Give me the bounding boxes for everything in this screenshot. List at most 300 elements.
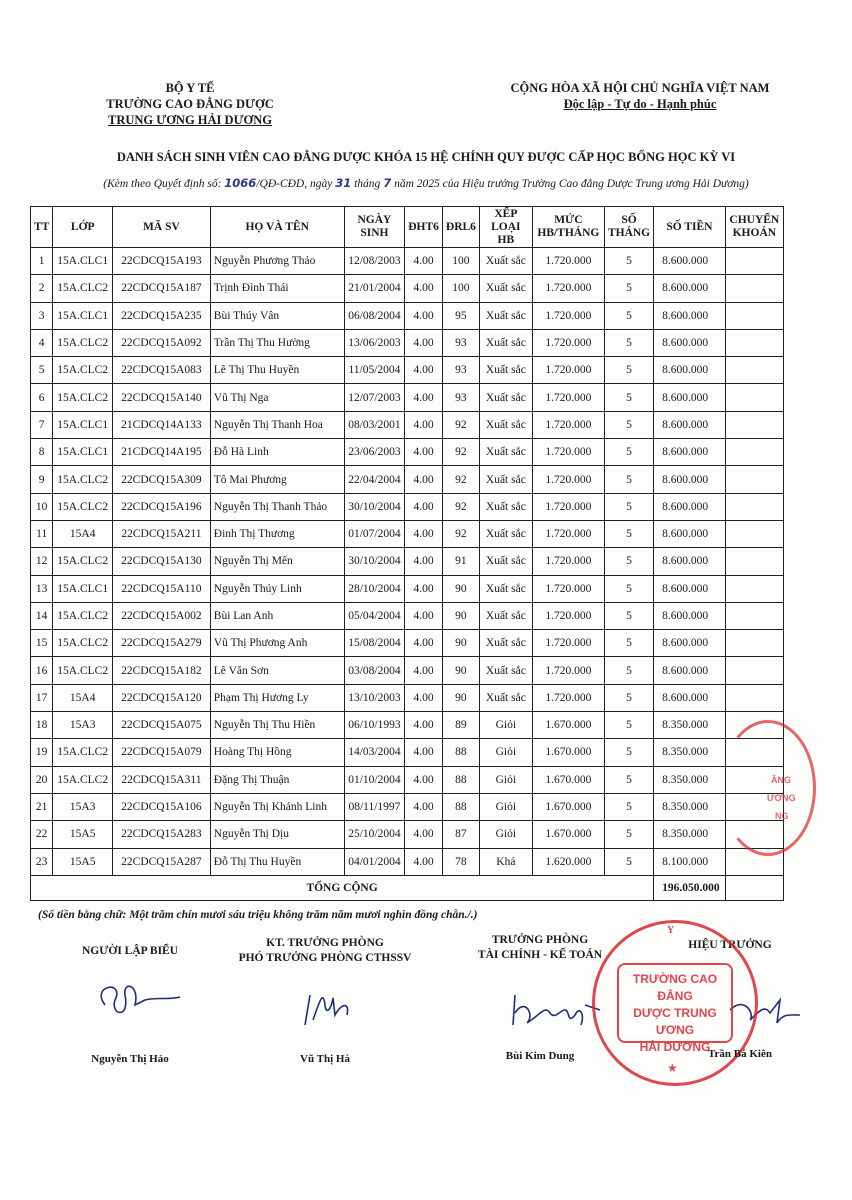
- table-cell: 01/07/2004: [344, 520, 405, 547]
- table-cell: 8.600.000: [654, 439, 726, 466]
- table-cell: Đặng Thị Thuận: [210, 766, 344, 793]
- table-cell: 5: [604, 684, 653, 711]
- table-cell: 30/10/2004: [344, 493, 405, 520]
- table-cell: 4.00: [405, 602, 443, 629]
- table-cell: 19: [31, 739, 53, 766]
- table-header-row: [31, 207, 784, 248]
- table-cell: 28/10/2004: [344, 575, 405, 602]
- table-cell: 1.720.000: [532, 493, 604, 520]
- national-motto: Độc lập - Tự do - Hạnh phúc: [563, 97, 717, 111]
- table-cell: 1.720.000: [532, 520, 604, 547]
- table-cell: 8.600.000: [654, 520, 726, 547]
- table-cell: 8.600.000: [654, 575, 726, 602]
- table-cell: [725, 411, 783, 438]
- table-cell: 4.00: [405, 466, 443, 493]
- table-cell: 90: [442, 657, 479, 684]
- table-cell: 5: [604, 712, 653, 739]
- table-cell: 4: [31, 329, 53, 356]
- table-cell: 14: [31, 602, 53, 629]
- table-row: [31, 821, 784, 848]
- column-header: SỐ THÁNG: [604, 207, 653, 248]
- table-cell: 14/03/2004: [344, 739, 405, 766]
- table-cell: 5: [604, 520, 653, 547]
- table-cell: 90: [442, 684, 479, 711]
- table-row: [31, 630, 784, 657]
- table-cell: 8.600.000: [654, 248, 726, 275]
- signer-name-deputy: Vũ Thị Hà: [300, 1053, 350, 1065]
- table-cell: [725, 493, 783, 520]
- table-cell: 15A.CLC1: [53, 411, 113, 438]
- table-cell: 90: [442, 630, 479, 657]
- table-row: [31, 657, 784, 684]
- table-row: [31, 411, 784, 438]
- decision-number: 1066: [224, 176, 257, 190]
- table-cell: 15A.CLC2: [53, 548, 113, 575]
- table-cell: 8.600.000: [654, 657, 726, 684]
- table-cell: Giỏi: [479, 766, 532, 793]
- table-cell: 93: [442, 357, 479, 384]
- table-cell: Xuất sắc: [479, 657, 532, 684]
- signature-preparer: [85, 975, 185, 1035]
- signer-title-deputy: KT. TRƯỞNG PHÒNG PHÓ TRƯỞNG PHÒNG CTHSSV: [238, 937, 412, 964]
- table-cell: Vũ Thị Nga: [210, 384, 344, 411]
- table-cell: 1.720.000: [532, 630, 604, 657]
- table-cell: 15A.CLC2: [53, 466, 113, 493]
- table-cell: 15A.CLC2: [53, 739, 113, 766]
- table-cell: 5: [604, 439, 653, 466]
- table-cell: 22CDCQ15A092: [113, 329, 211, 356]
- signer-title-finance: TRƯỞNG PHÒNG TÀI CHÍNH - KẾ TOÁN: [477, 934, 603, 961]
- table-cell: 1.720.000: [532, 548, 604, 575]
- column-header: MÃ SV: [113, 207, 211, 248]
- table-row: [31, 684, 784, 711]
- table-cell: 15A4: [53, 520, 113, 547]
- table-row: [31, 248, 784, 275]
- table-cell: 4.00: [405, 411, 443, 438]
- table-cell: 05/04/2004: [344, 602, 405, 629]
- table-cell: 22CDCQ15A002: [113, 602, 211, 629]
- table-cell: 15A.CLC2: [53, 493, 113, 520]
- table-cell: 22CDCQ15A106: [113, 793, 211, 820]
- table-cell: 17: [31, 684, 53, 711]
- table-cell: 5: [604, 384, 653, 411]
- table-cell: 22CDCQ15A182: [113, 657, 211, 684]
- table-cell: 13/10/2003: [344, 684, 405, 711]
- table-row: [31, 793, 784, 820]
- table-cell: 22CDCQ15A120: [113, 684, 211, 711]
- table-cell: 8.600.000: [654, 275, 726, 302]
- table-cell: 15A.CLC2: [53, 657, 113, 684]
- table-cell: Xuất sắc: [479, 602, 532, 629]
- table-cell: Trịnh Đình Thái: [210, 275, 344, 302]
- table-cell: 21/01/2004: [344, 275, 405, 302]
- table-cell: 93: [442, 384, 479, 411]
- signer-title-preparer: NGƯỜI LẬP BIỂU: [81, 945, 179, 957]
- table-cell: Xuất sắc: [479, 630, 532, 657]
- table-cell: 5: [604, 630, 653, 657]
- table-cell: 4.00: [405, 548, 443, 575]
- national-header: [490, 80, 790, 112]
- table-cell: 15A.CLC1: [53, 439, 113, 466]
- table-row: [31, 602, 784, 629]
- table-row: [31, 302, 784, 329]
- table-cell: Đỗ Hà Linh: [210, 439, 344, 466]
- total-transfer-cell: [725, 875, 783, 900]
- table-cell: 1.720.000: [532, 411, 604, 438]
- table-cell: 22CDCQ15A187: [113, 275, 211, 302]
- table-cell: 4.00: [405, 575, 443, 602]
- table-cell: 1.670.000: [532, 793, 604, 820]
- table-cell: 15A.CLC2: [53, 357, 113, 384]
- table-cell: 1.720.000: [532, 248, 604, 275]
- table-cell: 3: [31, 302, 53, 329]
- table-cell: 4.00: [405, 766, 443, 793]
- table-cell: 88: [442, 793, 479, 820]
- school-name-line1: TRƯỜNG CAO ĐẲNG DƯỢC: [106, 97, 274, 111]
- table-cell: 10: [31, 493, 53, 520]
- table-cell: 11: [31, 520, 53, 547]
- table-cell: Giỏi: [479, 739, 532, 766]
- table-cell: 06/08/2004: [344, 302, 405, 329]
- table-cell: [725, 384, 783, 411]
- table-cell: 11/05/2004: [344, 357, 405, 384]
- table-cell: 8.600.000: [654, 684, 726, 711]
- table-cell: Xuất sắc: [479, 329, 532, 356]
- agency-header: [90, 80, 290, 128]
- table-cell: 8.350.000: [654, 821, 726, 848]
- table-cell: 8.600.000: [654, 302, 726, 329]
- table-cell: 22CDCQ15A287: [113, 848, 211, 875]
- table-cell: 4.00: [405, 848, 443, 875]
- table-cell: Hoàng Thị Hồng: [210, 739, 344, 766]
- table-cell: Xuất sắc: [479, 357, 532, 384]
- table-cell: [725, 357, 783, 384]
- table-cell: 1.620.000: [532, 848, 604, 875]
- table-cell: 4.00: [405, 520, 443, 547]
- table-row: [31, 439, 784, 466]
- table-row: [31, 493, 784, 520]
- table-cell: Xuất sắc: [479, 302, 532, 329]
- table-cell: Xuất sắc: [479, 384, 532, 411]
- table-cell: 12: [31, 548, 53, 575]
- table-cell: [725, 684, 783, 711]
- table-row: [31, 357, 784, 384]
- table-cell: 22CDCQ15A130: [113, 548, 211, 575]
- table-cell: 15A.CLC2: [53, 602, 113, 629]
- table-cell: 22CDCQ15A075: [113, 712, 211, 739]
- table-cell: 1.720.000: [532, 602, 604, 629]
- table-cell: 15A.CLC2: [53, 766, 113, 793]
- table-row: [31, 575, 784, 602]
- table-cell: 13/06/2003: [344, 329, 405, 356]
- table-cell: 4.00: [405, 657, 443, 684]
- table-cell: 8.100.000: [654, 848, 726, 875]
- decision-day: 31: [335, 176, 352, 190]
- table-cell: 15: [31, 630, 53, 657]
- table-cell: 5: [604, 739, 653, 766]
- table-cell: 87: [442, 821, 479, 848]
- table-cell: 15A3: [53, 712, 113, 739]
- table-cell: 4.00: [405, 302, 443, 329]
- table-cell: 100: [442, 275, 479, 302]
- signer-title-rector: HIỆU TRƯỞNG: [688, 939, 772, 951]
- table-cell: 92: [442, 466, 479, 493]
- table-cell: 1.720.000: [532, 357, 604, 384]
- table-cell: [725, 248, 783, 275]
- table-cell: 92: [442, 493, 479, 520]
- table-cell: 88: [442, 739, 479, 766]
- table-cell: [725, 302, 783, 329]
- table-cell: 8.600.000: [654, 493, 726, 520]
- table-cell: 5: [604, 493, 653, 520]
- table-cell: 5: [604, 657, 653, 684]
- table-cell: 8.600.000: [654, 357, 726, 384]
- table-cell: Xuất sắc: [479, 548, 532, 575]
- table-cell: 15A4: [53, 684, 113, 711]
- table-cell: 89: [442, 712, 479, 739]
- table-cell: [725, 548, 783, 575]
- table-cell: 5: [604, 766, 653, 793]
- table-cell: 22CDCQ15A211: [113, 520, 211, 547]
- table-cell: 4.00: [405, 493, 443, 520]
- table-cell: [725, 657, 783, 684]
- table-cell: Lê Văn Sơn: [210, 657, 344, 684]
- column-header: MỨC HB/THÁNG: [532, 207, 604, 248]
- table-cell: 21CDCQ14A133: [113, 411, 211, 438]
- table-cell: Giỏi: [479, 793, 532, 820]
- table-cell: 15A.CLC2: [53, 329, 113, 356]
- table-cell: 5: [604, 848, 653, 875]
- table-cell: 100: [442, 248, 479, 275]
- table-cell: Nguyễn Thúy Linh: [210, 575, 344, 602]
- table-cell: 1.670.000: [532, 766, 604, 793]
- table-cell: 5: [604, 329, 653, 356]
- table-cell: 04/01/2004: [344, 848, 405, 875]
- table-cell: 22CDCQ15A079: [113, 739, 211, 766]
- table-cell: 8.350.000: [654, 739, 726, 766]
- table-cell: 1.720.000: [532, 657, 604, 684]
- table-row: [31, 766, 784, 793]
- table-cell: Nguyễn Thị Thanh Hoa: [210, 411, 344, 438]
- column-header: HỌ VÀ TÊN: [210, 207, 344, 248]
- table-cell: 8.600.000: [654, 411, 726, 438]
- table-cell: 90: [442, 602, 479, 629]
- document-subtitle: (Kèm theo Quyết định số: 1066/QĐ-CĐD, ngày 31 tháng 7 năm 2025 của Hiệu trưởng Trường Cao đẳng Dược Trung ương Hải Dương): [103, 176, 749, 190]
- signer-name-finance: Bùi Kim Dung: [505, 1050, 575, 1062]
- table-cell: 4.00: [405, 739, 443, 766]
- table-cell: Giỏi: [479, 821, 532, 848]
- table-cell: 9: [31, 466, 53, 493]
- table-row: [31, 548, 784, 575]
- table-cell: 22: [31, 821, 53, 848]
- table-cell: 20: [31, 766, 53, 793]
- table-cell: 4.00: [405, 821, 443, 848]
- table-cell: 88: [442, 766, 479, 793]
- table-cell: Xuất sắc: [479, 275, 532, 302]
- table-cell: Vũ Thị Phương Anh: [210, 630, 344, 657]
- table-cell: Xuất sắc: [479, 248, 532, 275]
- table-cell: 5: [604, 357, 653, 384]
- table-cell: 8: [31, 439, 53, 466]
- table-cell: 22CDCQ15A235: [113, 302, 211, 329]
- table-cell: Nguyễn Phương Thảo: [210, 248, 344, 275]
- table-cell: [725, 466, 783, 493]
- table-cell: 15A.CLC1: [53, 248, 113, 275]
- table-cell: 1.720.000: [532, 329, 604, 356]
- table-cell: Xuất sắc: [479, 575, 532, 602]
- table-cell: 8.600.000: [654, 630, 726, 657]
- scholarship-table: [30, 206, 784, 901]
- signature-finance: [505, 985, 605, 1040]
- table-cell: Tô Mai Phương: [210, 466, 344, 493]
- table-cell: [725, 630, 783, 657]
- table-cell: 12/07/2003: [344, 384, 405, 411]
- table-cell: 5: [604, 248, 653, 275]
- table-cell: 5: [604, 275, 653, 302]
- table-cell: Nguyễn Thị Thanh Thảo: [210, 493, 344, 520]
- table-cell: 4.00: [405, 248, 443, 275]
- table-cell: 12/08/2003: [344, 248, 405, 275]
- table-cell: 1.720.000: [532, 684, 604, 711]
- table-cell: 92: [442, 439, 479, 466]
- table-cell: 4.00: [405, 357, 443, 384]
- table-cell: 5: [604, 302, 653, 329]
- table-cell: 15A.CLC1: [53, 302, 113, 329]
- table-cell: 15A.CLC2: [53, 275, 113, 302]
- table-cell: 5: [604, 793, 653, 820]
- total-value: 196.050.000: [654, 875, 726, 900]
- column-header: LỚP: [53, 207, 113, 248]
- table-cell: Xuất sắc: [479, 493, 532, 520]
- table-cell: 7: [31, 411, 53, 438]
- table-cell: Nguyễn Thị Dịu: [210, 821, 344, 848]
- document-title: DANH SÁCH SINH VIÊN CAO ĐẲNG DƯỢC KHÓA 15 HỆ CHÍNH QUY ĐƯỢC CẤP HỌC BỔNG HỌC KỲ VI: [116, 150, 736, 164]
- table-cell: 4.00: [405, 439, 443, 466]
- table-cell: 4.00: [405, 793, 443, 820]
- table-cell: 4.00: [405, 630, 443, 657]
- table-cell: Nguyễn Thị Mến: [210, 548, 344, 575]
- table-cell: 1.720.000: [532, 302, 604, 329]
- table-cell: 5: [604, 548, 653, 575]
- column-header: CHUYỂN KHOẢN: [725, 207, 783, 248]
- table-cell: 13: [31, 575, 53, 602]
- table-cell: 15A5: [53, 848, 113, 875]
- table-cell: 90: [442, 575, 479, 602]
- table-cell: 25/10/2004: [344, 821, 405, 848]
- table-cell: 23/06/2003: [344, 439, 405, 466]
- signature-deputy: [295, 980, 365, 1035]
- table-cell: 22CDCQ15A196: [113, 493, 211, 520]
- table-cell: Đỗ Thị Thu Huyền: [210, 848, 344, 875]
- table-cell: 06/10/1993: [344, 712, 405, 739]
- table-cell: 95: [442, 302, 479, 329]
- table-cell: [725, 602, 783, 629]
- table-row: [31, 739, 784, 766]
- table-cell: 1.670.000: [532, 821, 604, 848]
- decision-month: 7: [383, 176, 392, 190]
- table-cell: 8.600.000: [654, 602, 726, 629]
- table-cell: 22/04/2004: [344, 466, 405, 493]
- table-row: [31, 848, 784, 875]
- table-cell: 93: [442, 329, 479, 356]
- table-cell: 91: [442, 548, 479, 575]
- column-header: NGÀY SINH: [344, 207, 405, 248]
- table-cell: 8.600.000: [654, 329, 726, 356]
- table-cell: Xuất sắc: [479, 466, 532, 493]
- table-cell: 22CDCQ15A283: [113, 821, 211, 848]
- stamp-inner-box: TRƯỜNG CAO ĐẲNG DƯỢC TRUNG ƯƠNG HẢI DƯƠNG: [617, 963, 733, 1043]
- table-cell: 1.670.000: [532, 712, 604, 739]
- table-cell: 22CDCQ15A309: [113, 466, 211, 493]
- table-cell: 6: [31, 384, 53, 411]
- table-cell: 92: [442, 411, 479, 438]
- table-cell: [725, 439, 783, 466]
- stamp-mark-top: Y: [667, 925, 675, 936]
- table-cell: 15A.CLC2: [53, 630, 113, 657]
- table-cell: 1.720.000: [532, 466, 604, 493]
- table-cell: 22CDCQ15A140: [113, 384, 211, 411]
- table-cell: Xuất sắc: [479, 520, 532, 547]
- partial-stamp: ĂNG ƯƠNG NG: [720, 720, 816, 856]
- table-cell: 8.600.000: [654, 466, 726, 493]
- table-cell: Khá: [479, 848, 532, 875]
- column-header: SỐ TIỀN: [654, 207, 726, 248]
- table-cell: [725, 329, 783, 356]
- table-cell: 22CDCQ15A279: [113, 630, 211, 657]
- table-cell: 1.720.000: [532, 384, 604, 411]
- table-cell: Bùi Thúy Vân: [210, 302, 344, 329]
- table-row: [31, 466, 784, 493]
- table-cell: 21: [31, 793, 53, 820]
- table-cell: 22CDCQ15A311: [113, 766, 211, 793]
- table-cell: 4.00: [405, 384, 443, 411]
- table-cell: 15A3: [53, 793, 113, 820]
- table-row: [31, 384, 784, 411]
- table-cell: Xuất sắc: [479, 439, 532, 466]
- signer-name-preparer: Nguyễn Thị Hảo: [91, 1053, 169, 1065]
- star-icon: ★: [667, 1061, 678, 1075]
- table-row: [31, 329, 784, 356]
- table-cell: 8.600.000: [654, 548, 726, 575]
- table-cell: 22CDCQ15A110: [113, 575, 211, 602]
- table-cell: 15A.CLC2: [53, 384, 113, 411]
- table-cell: 1.720.000: [532, 275, 604, 302]
- table-cell: 4.00: [405, 712, 443, 739]
- table-cell: 21CDCQ14A195: [113, 439, 211, 466]
- table-cell: Giỏi: [479, 712, 532, 739]
- table-cell: Bùi Lan Anh: [210, 602, 344, 629]
- ministry-name: BỘ Y TẾ: [165, 81, 215, 95]
- table-cell: 01/10/2004: [344, 766, 405, 793]
- table-cell: [725, 520, 783, 547]
- table-cell: 92: [442, 520, 479, 547]
- table-cell: 1.720.000: [532, 575, 604, 602]
- column-header: ĐRL6: [442, 207, 479, 248]
- signer-name-rector: Trần Bá Kiên: [708, 1048, 772, 1060]
- table-cell: 18: [31, 712, 53, 739]
- table-cell: Nguyễn Thị Khánh Linh: [210, 793, 344, 820]
- table-cell: 15A5: [53, 821, 113, 848]
- national-title: CỘNG HÒA XÃ HỘI CHỦ NGHĨA VIỆT NAM: [510, 81, 770, 95]
- table-cell: Xuất sắc: [479, 411, 532, 438]
- table-cell: Nguyễn Thị Thu Hiền: [210, 712, 344, 739]
- table-cell: 4.00: [405, 684, 443, 711]
- table-cell: 5: [604, 575, 653, 602]
- table-cell: 1: [31, 248, 53, 275]
- table-cell: 15A.CLC1: [53, 575, 113, 602]
- table-cell: 8.350.000: [654, 712, 726, 739]
- table-cell: 5: [604, 602, 653, 629]
